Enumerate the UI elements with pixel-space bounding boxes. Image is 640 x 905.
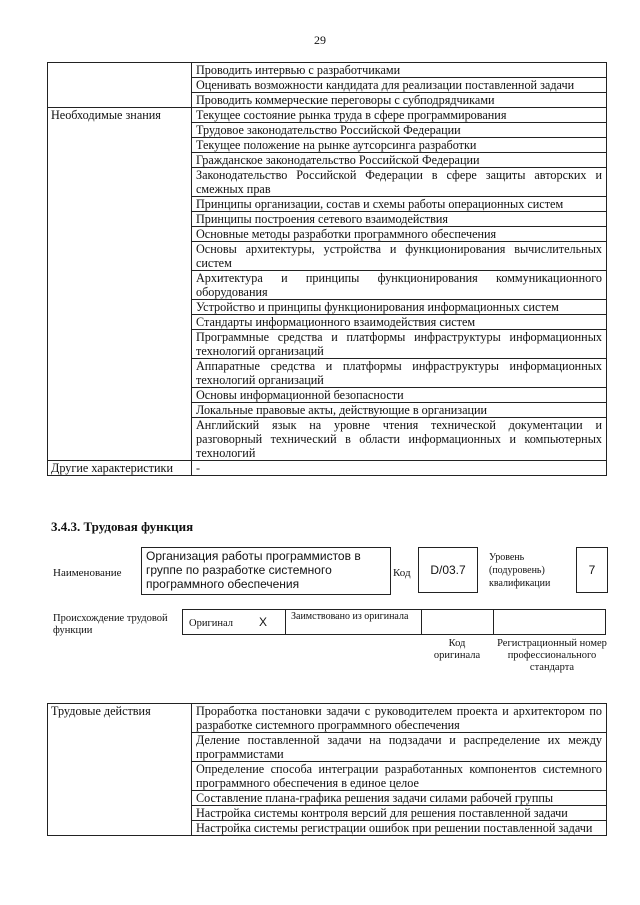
divider <box>421 610 422 634</box>
table-cell: Проводить интервью с разработчиками <box>192 63 607 78</box>
section-title: 3.4.3. Трудовая функция <box>51 519 194 534</box>
origin-row <box>182 609 606 635</box>
level-value-box: 7 <box>576 547 608 593</box>
table-cell: Настройка системы регистрации ошибок при решении поставленной задачи <box>192 821 607 836</box>
table-cell: Основы информационной безопасности <box>192 388 607 403</box>
requirements-table <box>47 62 607 476</box>
row-label: Необходимые знания <box>48 108 192 461</box>
table-cell: Текущее состояние рынка труда в сфере программирования <box>192 108 607 123</box>
table-cell: Аппаратные средства и платформы инфраструктуры информационных технологий организаций <box>192 359 607 388</box>
code-original-caption: Код оригинала <box>433 638 481 661</box>
table-row <box>48 108 607 123</box>
registration-number-caption: Регистрационный номер профессионального стандарта <box>497 638 607 673</box>
table-cell: Текущее положение на рынке аутсорсинга разработки <box>192 138 607 153</box>
table-cell: Принципы построения сетевого взаимодействия <box>192 212 607 227</box>
page-number: 29 <box>314 33 326 47</box>
table-row <box>48 63 607 78</box>
table-cell: Составление плана-графика решения задачи силами рабочей группы <box>192 791 607 806</box>
table-cell: Деление поставленной задачи на подзадачи и распределение их между программистами <box>192 733 607 762</box>
row-label: Трудовые действия <box>48 704 192 836</box>
table-cell: Архитектура и принципы функционирования коммуникационного оборудования <box>192 271 607 300</box>
name-label: Наименование <box>53 567 122 579</box>
table-cell: Настройка системы контроля версий для решения поставленной задачи <box>192 806 607 821</box>
divider <box>493 610 494 634</box>
table-cell: Локальные правовые акты, действующие в организации <box>192 403 607 418</box>
table-cell: Трудовое законодательство Российской Федерации <box>192 123 607 138</box>
table-cell: - <box>192 461 607 476</box>
table-cell: Стандарты информационного взаимодействия систем <box>192 315 607 330</box>
level-label: Уровень (подуровень) квалификации <box>489 552 551 589</box>
borrowed-label: Заимствовано из оригинала <box>291 611 409 622</box>
table-cell: Проводить коммерческие переговоры с субподрядчиками <box>192 93 607 108</box>
table-cell: Основы архитектуры, устройства и функционирования вычислительных систем <box>192 242 607 271</box>
code-label: Код <box>393 567 411 579</box>
table-row <box>48 461 607 476</box>
function-name-box: Организация работы программистов в группе по разработке системного программного обеспечения <box>141 547 391 595</box>
table-cell: Программные средства и платформы инфраструктуры информационных технологий организаций <box>192 330 607 359</box>
work-actions-table <box>47 703 607 836</box>
table-cell: Английский язык на уровне чтения технической документации и разговорный технический в области информационных и компьютерных технологий <box>192 418 607 461</box>
table-cell: Проработка постановки задачи с руководителем проекта и архитектором по разработке системного программного обеспечения <box>192 704 607 733</box>
table-cell: Определение способа интеграции разработанных компонентов системного программного обеспечения в единое целое <box>192 762 607 791</box>
table-cell: Оценивать возможности кандидата для реализации поставленной задачи <box>192 78 607 93</box>
table-cell: Принципы организации, состав и схемы работы операционных систем <box>192 197 607 212</box>
table-cell: Гражданское законодательство Российской Федерации <box>192 153 607 168</box>
row-label: Другие характеристики <box>48 461 192 476</box>
original-label: Оригинал <box>189 618 233 629</box>
table-cell: Устройство и принципы функционирования информационных систем <box>192 300 607 315</box>
original-mark: X <box>259 615 268 629</box>
function-code-box: D/03.7 <box>418 547 478 593</box>
table-row <box>48 704 607 733</box>
row-label <box>48 63 192 108</box>
table-cell: Основные методы разработки программного обеспечения <box>192 227 607 242</box>
table-cell: Законодательство Российской Федерации в сфере защиты авторских и смежных прав <box>192 168 607 197</box>
divider <box>285 610 286 634</box>
origin-label: Происхождение трудовой функции <box>53 613 168 636</box>
